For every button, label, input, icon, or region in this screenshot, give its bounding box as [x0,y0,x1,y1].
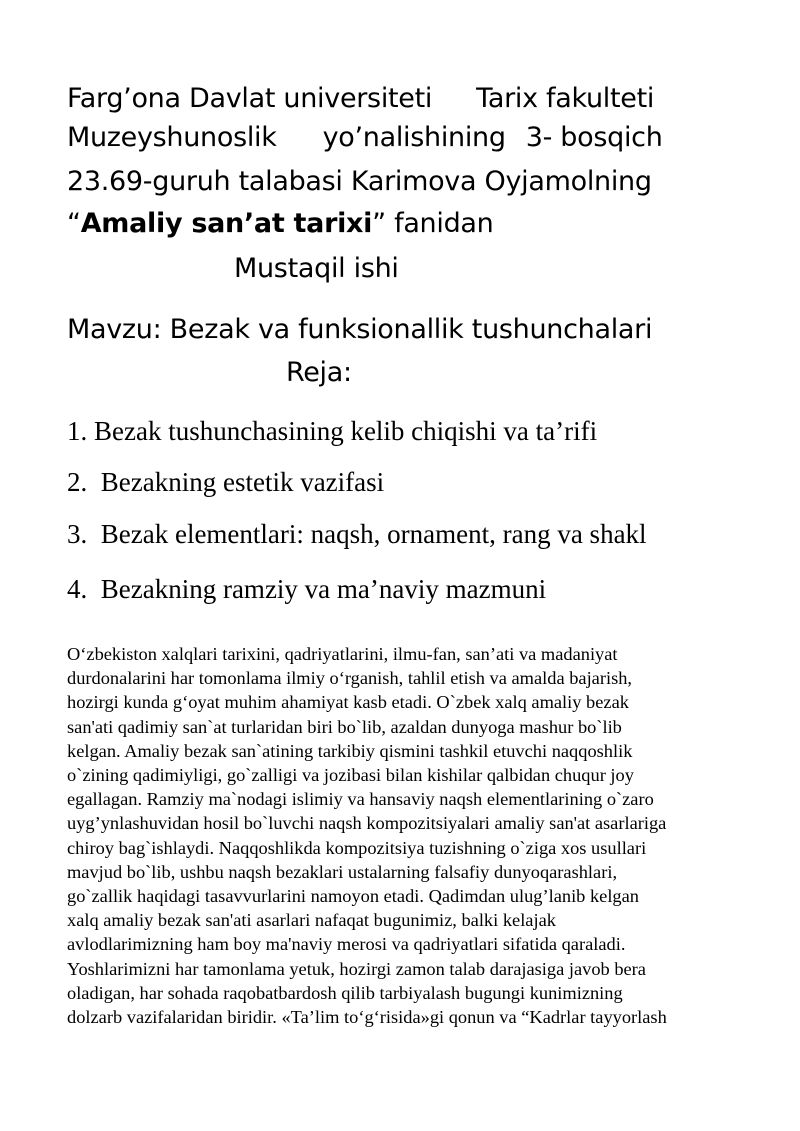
body-line: egallagan. Ramziy ma`nodagi islimiy va hansaviy naqsh elementlarining o`zaro [67,789,654,810]
plan-item: 2. Bezakning estetik vazifasi [67,467,385,497]
body-line: avlodlarimizning ham boy ma'naviy merosi va qadriyatlari sifatida qaraladi. [67,934,626,955]
body-line: kelgan. Amaliy bezak san`atining tarkibiy qismini tashkil etuvchi naqqoshlik [67,740,633,761]
subject-title: Amaliy san’at tarixi [80,208,373,239]
header-line-university [67,78,654,120]
plan-item: 3. Bezak elementlari: naqsh, ornament, rang va shakl [67,519,647,549]
body-line: Yoshlarimizni har tamonlama yetuk, hozirgi zamon talab darajasiga javob bera [67,958,646,979]
header-line-subject: “Amaliy san’at tarixi” fanidan [67,208,494,239]
plan-item: 4. Bezakning ramziy va ma’naviy mazmuni [67,574,547,604]
header-line-direction [67,117,663,159]
plan-item: 1. Bezak tushunchasining kelib chiqishi va ta’rifi [67,416,598,446]
body-paragraph [67,642,787,1029]
direction-suffix: yo’nalishining [322,122,506,153]
topic-line: Mavzu: Bezak va funksionallik tushunchalari [67,314,653,345]
work-type: Mustaqil ishi [234,253,399,284]
body-line: xalq amaliy bezak san'ati asarlari nafaqat bugunimiz, balki kelajak [67,910,556,931]
body-line: hozirgi kunda g‘oyat muhim ahamiyat kasb etadi. O`zbek xalq amaliy bezak [67,692,629,713]
body-line: chiroy bag`ishlaydi. Naqqoshlikda kompozitsiya tuzishning o`ziga xos usullari [67,837,647,858]
body-line: go`zallik haqidagi tasavvurlarini namoyon etadi. Qadimdan ulug’lanib kelgan [67,886,639,907]
body-line: O‘zbekiston xalqlari tarixini, qadriyatlarini, ilmu-fan, san’ati va madaniyat [67,644,618,664]
direction-name: Muzeyshunoslik [67,122,277,153]
plan-title: Reja: [286,357,352,388]
body-line: oladigan, har sohada raqobatbardosh qilib tarbiyalash bugungi kunimizning [67,982,623,1003]
body-line: uyg’ynlashuvidan hosil bo`luvchi naqsh kompozitsiyalari amaliy san'at asarlariga [67,813,667,834]
header-line-student: 23.69-guruh talabasi Karimova Oyjamolning [67,166,652,197]
faculty-name: Tarix fakulteti [476,83,655,114]
body-line: san'ati qadimiy san`at turlaridan biri bo`lib, azaldan dunyoga mashur bo`lib [67,716,622,737]
body-line: o`zining qadimiyligi, go`zalligi va jozibasi bilan kishilar qalbidan chuqur joy [67,765,634,786]
body-line: dolzarb vazifalaridan biridir. «Ta’lim to‘g‘risida»gi qonun va “Kadrlar tayyorlash [67,1007,667,1028]
university-name: Farg’ona Davlat universiteti [67,83,433,114]
course-stage: 3- bosqich [525,122,663,153]
body-line: mavjud bo`lib, ushbu naqsh bezaklari ustalarning falsafiy dunyoqarashlari, [67,861,618,882]
body-line: durdonalarini har tomonlama ilmiy o‘rganish, tahlil etish va amalda bajarish, [67,668,633,689]
